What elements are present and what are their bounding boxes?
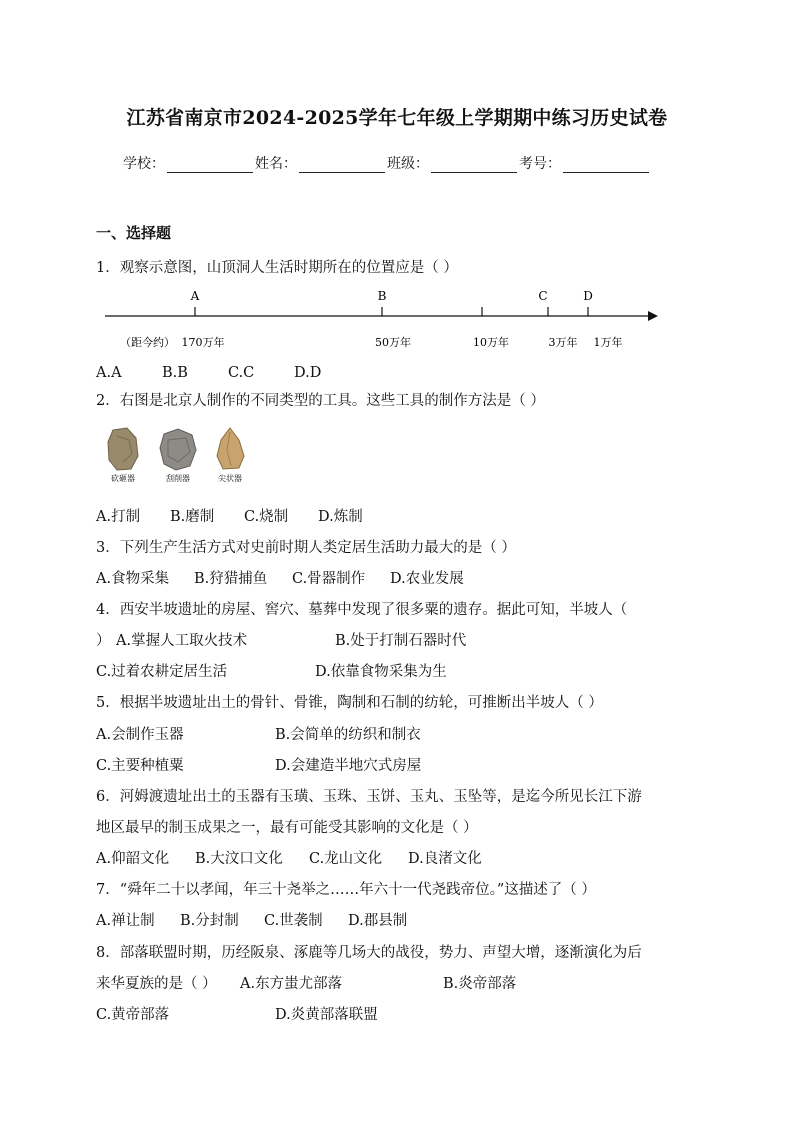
marker-c-label: 3万年 <box>548 336 578 349</box>
class-blank[interactable] <box>431 156 517 173</box>
q5-option-d[interactable]: D.会建造半地穴式房屋 <box>275 758 422 774</box>
q1-options <box>96 363 321 383</box>
q8-option-d[interactable]: D.炎黄部落联盟 <box>275 1007 378 1023</box>
marker-d-letter: D <box>583 289 593 303</box>
q1-stem: 1．观察示意图，山顶洞人生活时期所在的位置应是（ ） <box>96 260 458 276</box>
point-tool-icon <box>213 426 247 472</box>
q4-option-d[interactable]: D.依靠食物采集为生 <box>315 664 447 680</box>
chopper-tool-icon <box>105 426 141 472</box>
q3-options <box>96 569 464 589</box>
q3-option-d[interactable]: D.农业发展 <box>390 571 464 587</box>
chopper-label: 砍砸器 <box>111 474 135 483</box>
q2-option-b[interactable]: B.磨制 <box>170 509 215 525</box>
q4-stem: 4．西安半坡遗址的房屋、窖穴、墓葬中发现了很多粟的遗存。据此可知，半坡人（ <box>96 602 628 618</box>
q8-stem-2: 来华夏族的是（ ） <box>96 976 217 992</box>
q2-tools-figure <box>103 426 263 486</box>
student-info-row <box>123 153 683 173</box>
q6-stem: 6．河姆渡遗址出土的玉器有玉璜、玉珠、玉饼、玉丸、玉坠等，是迄今所见长江下游 <box>96 789 642 805</box>
q7-option-d[interactable]: D.郡县制 <box>348 913 408 929</box>
q4-option-a[interactable]: A.掌握人工取火技术 <box>116 633 248 649</box>
q1-option-c[interactable]: C.C <box>228 365 255 381</box>
q7-option-a[interactable]: A.禅让制 <box>96 913 155 929</box>
q1-option-a[interactable]: A.A <box>96 365 122 381</box>
q3-option-c[interactable]: C.骨器制作 <box>292 571 366 587</box>
marker-a-label: 170万年 <box>181 336 225 349</box>
q6-option-d[interactable]: D.良渚文化 <box>408 851 482 867</box>
q5-option-a[interactable]: A.会制作玉器 <box>96 727 184 743</box>
q8-line2 <box>96 974 516 994</box>
scraper-label: 刮削器 <box>166 474 190 483</box>
q5-option-b[interactable]: B.会简单的纺织和制衣 <box>275 727 421 743</box>
section-heading: 一、选择题 <box>96 224 172 242</box>
class-label: 班级： <box>387 156 429 172</box>
scraper-tool-icon <box>158 426 198 472</box>
timeline-arrow <box>648 311 658 321</box>
q3-option-a[interactable]: A.食物采集 <box>96 571 170 587</box>
q1-option-b[interactable]: B.B <box>162 365 188 381</box>
q2-option-c[interactable]: C.烧制 <box>244 509 289 525</box>
name-blank[interactable] <box>299 156 385 173</box>
q2-options <box>96 507 363 527</box>
marker-c-letter: C <box>538 289 548 303</box>
marker-b-letter: B <box>377 289 387 303</box>
q6-option-c[interactable]: C.龙山文化 <box>309 851 383 867</box>
q8-stem: 8．部落联盟时期，历经阪泉、涿鹿等几场大的战役，势力、声望大增，逐渐演化为后 <box>96 945 642 961</box>
q4-stem-close: ） <box>96 633 111 649</box>
q1-timeline <box>100 285 670 355</box>
q6-stem-2: 地区最早的制玉成果之一，最有可能受其影响的文化是（ ） <box>96 820 478 836</box>
q4-line3 <box>96 662 447 682</box>
q3-option-b[interactable]: B.狩猎捕鱼 <box>194 571 268 587</box>
exam-number-blank[interactable] <box>563 156 649 173</box>
q8-option-c[interactable]: C.黄帝部落 <box>96 1007 170 1023</box>
q6-option-b[interactable]: B.大汶口文化 <box>195 851 283 867</box>
q2-stem: 2．右图是北京人制作的不同类型的工具。这些工具的制作方法是（ ） <box>96 393 545 409</box>
marker-10w-label: 10万年 <box>473 336 509 349</box>
q6-option-a[interactable]: A.仰韶文化 <box>96 851 170 867</box>
q6-options <box>96 849 482 869</box>
q5-line3 <box>96 756 421 776</box>
exam-title: 江苏省南京市2024-2025学年七年级上学期期中练习历史试卷 <box>126 107 668 129</box>
q4-line2 <box>96 631 466 651</box>
school-label: 学校： <box>123 156 165 172</box>
q8-option-b[interactable]: B.炎帝部落 <box>443 976 517 992</box>
marker-a-letter: A <box>190 289 200 303</box>
q5-line2 <box>96 725 421 745</box>
marker-b-label: 50万年 <box>375 336 411 349</box>
q2-option-a[interactable]: A.打制 <box>96 509 141 525</box>
q4-option-c[interactable]: C.过着农耕定居生活 <box>96 664 228 680</box>
school-blank[interactable] <box>167 156 253 173</box>
point-label: 尖状器 <box>218 474 242 483</box>
timeline-prefix: （距今约） <box>120 336 175 349</box>
marker-d-label: 1万年 <box>593 336 623 349</box>
q7-options <box>96 911 407 931</box>
q2-option-d[interactable]: D.炼制 <box>318 509 363 525</box>
q5-option-c[interactable]: C.主要种植粟 <box>96 758 184 774</box>
q7-stem: 7．“舜年二十以孝闻，年三十尧举之……年六十一代尧践帝位。”这描述了（ ） <box>96 882 596 898</box>
exam-number-label: 考号： <box>519 156 561 172</box>
q3-stem: 3．下列生产生活方式对史前时期人类定居生活助力最大的是（ ） <box>96 540 516 556</box>
q1-option-d[interactable]: D.D <box>294 365 322 381</box>
q5-stem: 5．根据半坡遗址出土的骨针、骨锥，陶制和石制的纺轮，可推断出半坡人（ ） <box>96 695 603 711</box>
name-label: 姓名： <box>255 156 297 172</box>
q8-line3 <box>96 1005 378 1025</box>
q7-option-b[interactable]: B.分封制 <box>180 913 239 929</box>
q7-option-c[interactable]: C.世袭制 <box>264 913 323 929</box>
q4-option-b[interactable]: B.处于打制石器时代 <box>335 633 467 649</box>
q8-option-a[interactable]: A.东方蚩尤部落 <box>240 976 343 992</box>
